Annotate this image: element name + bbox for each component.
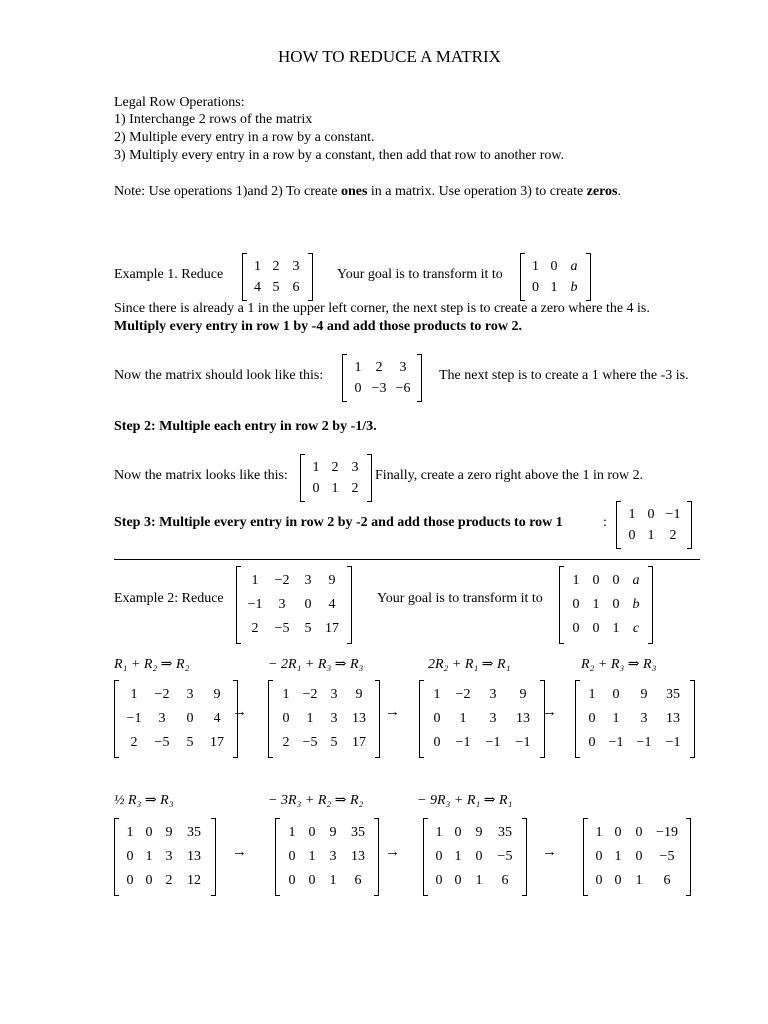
matrix-cell: −1 — [665, 506, 681, 522]
matrix-cell: −1 — [247, 597, 263, 612]
right-bracket — [367, 455, 372, 502]
matrix-cell: 1 — [329, 873, 337, 888]
matrix-cell: 2 — [669, 527, 677, 543]
matrix-cell: 2 — [272, 258, 280, 274]
example1-step3-colon: : — [603, 515, 607, 530]
left-bracket — [243, 254, 248, 301]
note-ones: ones — [340, 184, 368, 199]
right-bracket — [522, 819, 527, 896]
matrix-cell: 6 — [663, 873, 671, 888]
left-bracket — [115, 681, 120, 758]
matrix-cell: 1 — [433, 687, 441, 702]
matrix-cell: 3 — [399, 359, 407, 375]
matrix-cell: 1 — [592, 597, 600, 612]
matrix-cell: 9 — [328, 573, 336, 588]
example1-now2: Now the matrix looks like this: — [114, 468, 288, 483]
matrix-cell: 0 — [612, 597, 620, 612]
matrix-cell: 1 — [306, 711, 314, 726]
matrix-cell: 2 — [165, 873, 173, 888]
matrix-cell: 5 — [330, 735, 338, 750]
note-text-2: in a matrix. Use operation 3) to create — [367, 184, 587, 199]
matrix-cell: 1 — [628, 506, 636, 522]
left-bracket — [301, 455, 306, 502]
reduction-matrix-8 — [583, 818, 691, 896]
right-bracket — [211, 819, 216, 896]
matrix-cell: 0 — [288, 873, 296, 888]
matrix-cell: 0 — [435, 873, 443, 888]
matrix-cell: −1 — [665, 735, 681, 750]
op-neg2r1-plus-r3: − 2R₁ + R₃ ⇒ R₃ — [268, 657, 364, 672]
matrix-cell: 3 — [640, 711, 648, 726]
matrix-cell: 2 — [375, 359, 383, 375]
left-bracket — [617, 502, 622, 549]
matrix-cell: −2 — [302, 687, 318, 702]
matrix-cell: 4 — [213, 711, 221, 726]
left-bracket — [269, 681, 274, 758]
matrix-cell: 3 — [330, 711, 338, 726]
matrix-cell: 2 — [130, 735, 138, 750]
matrix-cell: 0 — [550, 258, 558, 274]
matrix-cell: 1 — [595, 825, 603, 840]
arrow-right-icon: → — [385, 704, 400, 720]
matrix-cell: −3 — [371, 380, 387, 396]
example1-step3: Step 3: Multiple every entry in row 2 by -2 and add those products to row 1 — [114, 515, 563, 530]
matrix-cell: 1 — [145, 849, 153, 864]
matrix-cell: 1 — [254, 258, 261, 274]
right-bracket — [648, 567, 653, 644]
matrix-cell: 0 — [186, 711, 194, 726]
matrix-cell: 13 — [351, 849, 365, 864]
reduction-matrix-7 — [423, 818, 527, 896]
matrix-cell: 9 — [519, 687, 527, 702]
left-bracket — [237, 567, 242, 644]
right-bracket — [690, 681, 695, 758]
matrix-cell: −1 — [636, 735, 652, 750]
matrix-cell: 0 — [647, 506, 655, 522]
matrix-cell: 1 — [588, 687, 596, 702]
matrix-cell: 2 — [251, 621, 259, 636]
op-r2-plus-r3: R₂ + R₃ ⇒ R₃ — [581, 657, 657, 672]
matrix-cell: −2 — [455, 687, 471, 702]
matrix-cell: −5 — [659, 849, 675, 864]
matrix-cell: 1 — [288, 825, 296, 840]
matrix-cell: 1 — [130, 687, 138, 702]
matrix-cell: 9 — [475, 825, 483, 840]
rules-heading: Legal Row Operations: — [114, 95, 245, 110]
example2-label: Example 2: Reduce — [114, 591, 224, 606]
page-title: HOW TO REDUCE A MATRIX — [278, 47, 501, 66]
matrix-cell: 3 — [165, 849, 173, 864]
matrix-cell: −2 — [274, 573, 290, 588]
example1-label: Example 1. Reduce — [114, 267, 224, 282]
matrix-cell: 0 — [308, 825, 316, 840]
matrix-cell: 2 — [331, 459, 339, 475]
matrix-cell: 1 — [612, 711, 620, 726]
matrix-cell: 3 — [330, 687, 338, 702]
example1-matrix-step2 — [300, 454, 372, 502]
matrix-cell: 1 — [459, 711, 467, 726]
matrix-cell: 1 — [635, 873, 643, 888]
arrow-right-icon: → — [385, 844, 400, 860]
right-bracket — [687, 502, 692, 549]
matrix-cell: 6 — [354, 873, 362, 888]
example1-matrix-result — [616, 501, 692, 549]
matrix-cell: 5 — [272, 279, 280, 295]
matrix-cell: 3 — [489, 711, 497, 726]
example2-goal-text: Your goal is to transform it to — [377, 591, 543, 606]
left-bracket — [420, 681, 425, 758]
left-bracket — [584, 819, 589, 896]
matrix-cell: 4 — [328, 597, 336, 612]
matrix-cell: 0 — [595, 849, 603, 864]
matrix-cell: 0 — [454, 873, 462, 888]
right-bracket — [686, 819, 691, 896]
op-2r2-plus-r1: 2R₂ + R₁ ⇒ R₁ — [428, 657, 511, 672]
example1-step1: Multiply every entry in row 1 by -4 and add those products to row 2. — [114, 319, 522, 334]
matrix-cell: 0 — [588, 711, 596, 726]
matrix-cell: 0 — [433, 711, 441, 726]
right-bracket — [308, 254, 313, 301]
example1-matrix — [242, 253, 313, 301]
arrow-right-icon: → — [542, 844, 557, 860]
matrix-cell: −5 — [497, 849, 513, 864]
reduction-matrix-3 — [419, 680, 545, 758]
matrix-cell: −5 — [302, 735, 318, 750]
left-bracket — [276, 819, 281, 896]
section-divider — [114, 559, 700, 560]
matrix-cell: −19 — [656, 825, 678, 840]
arrow-right-icon: → — [232, 704, 247, 720]
matrix-cell: 1 — [312, 459, 320, 475]
rule-item-3: 3) Multiply every entry in a row by a constant, then add that row to another row. — [114, 148, 565, 163]
matrix-cell: 17 — [352, 735, 366, 750]
matrix-cell: −5 — [154, 735, 170, 750]
left-bracket — [576, 681, 581, 758]
matrix-cell: 0 — [588, 735, 596, 750]
matrix-cell: 9 — [329, 825, 337, 840]
matrix-cell: 0 — [282, 711, 290, 726]
op-half-r3: ½ R₃ ⇒ R₃ — [114, 793, 174, 808]
op-neg3r3-plus-r2: − 3R₃ + R₂ ⇒ R₂ — [268, 793, 364, 808]
arrow-right-icon: → — [542, 704, 557, 720]
matrix-cell: 3 — [292, 258, 300, 274]
matrix-cell: 0 — [572, 597, 580, 612]
example1-step2: Step 2: Multiple each entry in row 2 by -1/3. — [114, 419, 377, 434]
matrix-cell: c — [632, 621, 640, 636]
matrix-cell: 0 — [635, 849, 643, 864]
matrix-cell: 5 — [304, 621, 312, 636]
matrix-cell: 0 — [435, 849, 443, 864]
matrix-cell: 35 — [187, 825, 201, 840]
example1-next1: The next step is to create a 1 where the -3 is. — [439, 368, 689, 383]
matrix-cell: 6 — [501, 873, 509, 888]
note-line — [114, 185, 621, 199]
matrix-cell: 0 — [595, 873, 603, 888]
matrix-cell: 3 — [489, 687, 497, 702]
right-bracket — [375, 681, 380, 758]
matrix-cell: −1 — [126, 711, 142, 726]
matrix-cell: 0 — [308, 873, 316, 888]
op-neg9r3-plus-r1: − 9R₃ + R₁ ⇒ R₁ — [417, 793, 513, 808]
matrix-cell: 3 — [351, 459, 359, 475]
matrix-cell: 13 — [666, 711, 680, 726]
matrix-cell: 3 — [329, 849, 337, 864]
matrix-cell: 0 — [614, 825, 622, 840]
matrix-cell: −2 — [154, 687, 170, 702]
note-text-1: Note: Use operations 1)and 2) To create — [114, 184, 341, 199]
reduction-matrix-6 — [275, 818, 379, 896]
example1-explain: Since there is already a 1 in the upper left corner, the next step is to create a zero where the 4 is. — [114, 301, 650, 316]
example1-goal-text: Your goal is to transform it to — [337, 267, 503, 282]
example1-goal-matrix — [520, 253, 591, 301]
left-bracket — [115, 819, 120, 896]
matrix-cell: 0 — [475, 849, 483, 864]
matrix-cell: 0 — [454, 825, 462, 840]
matrix-cell: 2 — [282, 735, 290, 750]
matrix-cell: 2 — [351, 480, 359, 496]
matrix-cell: 3 — [158, 711, 166, 726]
matrix-cell: 9 — [213, 687, 221, 702]
matrix-cell: 0 — [288, 849, 296, 864]
example2-matrix — [236, 566, 352, 644]
matrix-cell: 0 — [433, 735, 441, 750]
matrix-cell: a — [570, 258, 578, 274]
matrix-cell: 0 — [612, 687, 620, 702]
reduction-matrix-2 — [268, 680, 380, 758]
op-r1-plus-r2: R₁ + R₂ ⇒ R₂ — [114, 657, 190, 672]
matrix-cell: 3 — [186, 687, 194, 702]
example1-now1: Now the matrix should look like this: — [114, 368, 324, 383]
matrix-cell: 4 — [254, 279, 261, 295]
example1-next2: Finally, create a zero right above the 1 in row 2. — [375, 468, 644, 483]
matrix-cell: 0 — [592, 621, 600, 636]
example1-matrix-step1 — [342, 354, 422, 402]
matrix-cell: 0 — [126, 873, 134, 888]
matrix-cell: 35 — [498, 825, 512, 840]
left-bracket — [343, 355, 348, 402]
matrix-cell: 35 — [351, 825, 365, 840]
matrix-cell: 1 — [282, 687, 290, 702]
matrix-cell: 1 — [614, 849, 622, 864]
matrix-cell: −1 — [455, 735, 471, 750]
left-bracket — [521, 254, 526, 301]
matrix-cell: 1 — [251, 573, 259, 588]
matrix-cell: 1 — [475, 873, 483, 888]
matrix-cell: 0 — [614, 873, 622, 888]
matrix-cell: 13 — [516, 711, 530, 726]
example2-goal-matrix — [559, 566, 653, 644]
matrix-cell: 3 — [304, 573, 312, 588]
left-bracket — [424, 819, 429, 896]
left-bracket — [560, 567, 565, 644]
rule-item-2: 2) Multiple every entry in a row by a constant. — [114, 130, 375, 145]
matrix-cell: −5 — [274, 621, 290, 636]
matrix-cell: 1 — [331, 480, 339, 496]
matrix-cell: a — [632, 573, 640, 588]
matrix-cell: 0 — [532, 279, 539, 295]
matrix-cell: 1 — [532, 258, 539, 274]
matrix-cell: 1 — [612, 621, 620, 636]
matrix-cell: 0 — [145, 825, 153, 840]
matrix-cell: −1 — [485, 735, 501, 750]
note-zeros: zeros — [586, 184, 618, 199]
matrix-cell: 9 — [355, 687, 363, 702]
matrix-cell: 0 — [126, 849, 134, 864]
matrix-cell: 1 — [572, 573, 580, 588]
matrix-cell: 1 — [550, 279, 558, 295]
matrix-cell: 0 — [592, 573, 600, 588]
matrix-cell: 0 — [572, 621, 580, 636]
right-bracket — [374, 819, 379, 896]
reduction-matrix-4 — [575, 680, 695, 758]
matrix-cell: −6 — [395, 380, 411, 396]
matrix-cell: 3 — [278, 597, 286, 612]
note-text-3: . — [617, 184, 622, 199]
matrix-cell: 5 — [186, 735, 194, 750]
matrix-cell: 17 — [210, 735, 224, 750]
matrix-cell: 0 — [354, 380, 362, 396]
matrix-cell: 35 — [666, 687, 680, 702]
matrix-cell: 1 — [435, 825, 443, 840]
matrix-cell: 9 — [640, 687, 648, 702]
matrix-cell: 1 — [308, 849, 316, 864]
arrow-right-icon: → — [232, 844, 247, 860]
right-bracket — [347, 567, 352, 644]
matrix-cell: 9 — [165, 825, 173, 840]
right-bracket — [586, 254, 591, 301]
matrix-cell: 13 — [187, 849, 201, 864]
matrix-cell: 1 — [647, 527, 655, 543]
matrix-cell: 17 — [325, 621, 339, 636]
matrix-cell: 0 — [628, 527, 636, 543]
reduction-matrix-1 — [114, 680, 238, 758]
matrix-cell: b — [570, 279, 578, 295]
matrix-cell: 0 — [312, 480, 320, 496]
matrix-cell: 1 — [354, 359, 362, 375]
matrix-cell: −1 — [608, 735, 624, 750]
matrix-cell: 0 — [635, 825, 643, 840]
matrix-cell: 0 — [304, 597, 312, 612]
matrix-cell: 6 — [292, 279, 300, 295]
rule-item-1: 1) Interchange 2 rows of the matrix — [114, 112, 313, 127]
reduction-matrix-5 — [114, 818, 216, 896]
right-bracket — [417, 355, 422, 402]
matrix-cell: b — [632, 597, 640, 612]
matrix-cell: 0 — [612, 573, 620, 588]
matrix-cell: 13 — [352, 711, 366, 726]
matrix-cell: 1 — [126, 825, 134, 840]
matrix-cell: 0 — [145, 873, 153, 888]
matrix-cell: −1 — [515, 735, 531, 750]
matrix-cell: 12 — [187, 873, 201, 888]
matrix-cell: 1 — [454, 849, 462, 864]
